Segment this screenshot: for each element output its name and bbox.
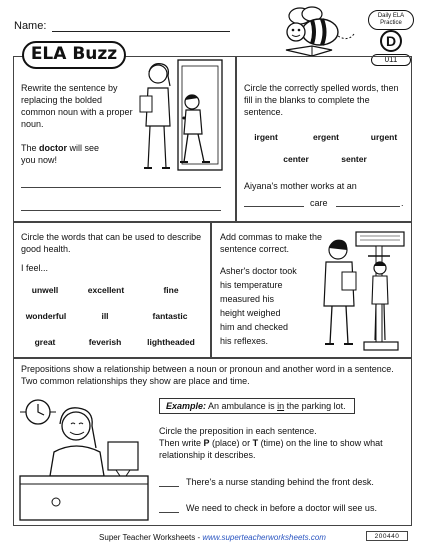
spelling-option-irgent[interactable]: irgent (254, 132, 278, 142)
sentence-line: his temperature (220, 280, 283, 290)
spelling-option-urgent[interactable]: urgent (370, 132, 398, 142)
health-word-ill[interactable]: ill (101, 311, 109, 321)
health-word-fantastic[interactable]: fantastic (152, 311, 188, 321)
sentence-period: . (401, 198, 404, 208)
time-letter: T (252, 438, 259, 448)
footer-brand: Super Teacher Worksheets - (99, 533, 203, 542)
relationship-blank-1[interactable] (159, 486, 179, 487)
health-word-great[interactable]: great (34, 337, 56, 347)
preposition-sentence-2[interactable]: We need to check in before a doctor will see us. (186, 503, 377, 513)
badge-letter: D (380, 30, 402, 52)
badge-label: Daily ELA Practice (368, 10, 414, 30)
health-word-excellent[interactable]: excellent (87, 285, 125, 295)
section-5-direction-2 (159, 437, 391, 461)
section-2-sentence-mid: care (310, 198, 328, 208)
doctor-scale-illustration (320, 226, 410, 356)
fill-blank-2[interactable] (336, 206, 400, 207)
bee-illustration (282, 6, 362, 62)
spelling-option-senter[interactable]: senter (341, 154, 367, 164)
spelling-option-ergent[interactable]: ergent (313, 132, 339, 142)
answer-line-1[interactable] (21, 187, 221, 188)
fill-blank-1[interactable] (244, 206, 304, 207)
section-2-instruction: Circle the correctly spelled words, then fill in the blanks to complete the sentence. (244, 83, 399, 117)
sentence-line: his reflexes. (220, 336, 269, 346)
answer-line-2[interactable] (21, 210, 221, 211)
section-1-sentence (21, 142, 111, 166)
health-word-feverish[interactable]: feverish (88, 337, 122, 347)
sentence-line: Asher's doctor took (220, 266, 297, 276)
section-4-sentence (220, 264, 320, 348)
daily-practice-badge (368, 10, 414, 64)
worksheet-title: ELA Buzz (22, 41, 126, 69)
direction-post: (time) on the line to show what relationship it describes. (159, 438, 383, 460)
relationship-blank-2[interactable] (159, 512, 179, 513)
footer-url[interactable]: www.superteacherworksheets.com (202, 533, 326, 542)
section-5-intro: Prepositions show a relationship between a noun or pronoun and another word in a sentence. Two common relationships they show are place and time. (21, 364, 394, 386)
sentence-prefix: The (21, 143, 40, 153)
nurse-child-illustration (132, 58, 236, 182)
badge-number: 011 (371, 54, 411, 66)
health-word-fine[interactable]: fine (163, 285, 179, 295)
section-5-direction-1: Circle the preposition in each sentence. (159, 426, 317, 436)
nurse-desk-illustration (16, 392, 152, 524)
section-1-instruction: Rewrite the sentence by replacing the bolded common noun with a proper noun. (21, 83, 133, 129)
sentence-suffix: will see you now! (21, 143, 100, 165)
health-word-lightheaded[interactable]: lightheaded (147, 337, 195, 347)
bolded-noun: doctor (39, 143, 68, 153)
sentence-line: measured his (220, 294, 275, 304)
direction-pre: Then write (159, 438, 204, 448)
health-word-unwell[interactable]: unwell (31, 285, 59, 295)
section-3-instruction: Circle the words that can be used to describe good health. (21, 232, 202, 254)
name-input-line[interactable] (52, 31, 230, 32)
footer (0, 533, 425, 542)
section-3-lead: I feel... (21, 263, 49, 273)
sentence-line: height weighed (220, 308, 281, 318)
preposition-sentence-1[interactable]: There's a nurse standing behind the front desk. (186, 477, 374, 487)
health-word-wonderful[interactable]: wonderful (25, 311, 67, 321)
section-2-sentence-start: Aiyana's mother works at an (244, 181, 357, 191)
example-preposition: in (277, 401, 285, 411)
example-pre: An ambulance is (206, 401, 278, 411)
example-post: the parking lot. (284, 401, 346, 411)
spelling-option-center[interactable]: center (283, 154, 309, 164)
section-4-instruction: Add commas to make the sentence correct. (220, 232, 323, 254)
worksheet-code: 200440 (366, 531, 408, 541)
example-label: Example: (166, 401, 207, 411)
place-letter: P (203, 438, 210, 448)
direction-mid: (place) or (209, 438, 253, 448)
example-box (159, 398, 355, 414)
name-label: Name: (14, 20, 47, 32)
sentence-line: him and checked (220, 322, 289, 332)
